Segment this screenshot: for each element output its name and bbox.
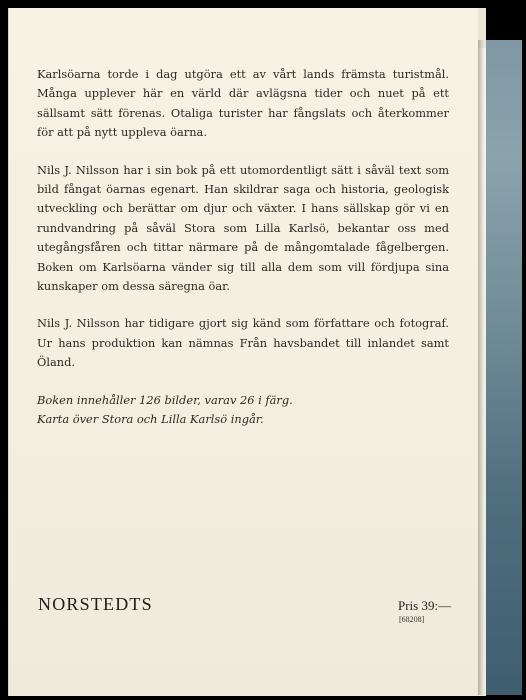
contents-note-line-1: Boken innehåller 126 bilder, varav 26 i färg. — [37, 392, 293, 407]
spine-shadow — [478, 40, 484, 695]
blurb-text — [37, 65, 449, 430]
blurb-paragraph-1: Karlsöarna torde i dag utgöra ett av vårt lands främsta turistmål. Många upplever här en värld där avlägsna tider och nuet på ett sällsamt sätt förenas. Otaliga turister har fångslats och återkommer för att på nytt uppleva öarna. — [37, 67, 449, 140]
blurb-paragraph-3: Nils J. Nilsson har tidigare gjort sig känd som författare och fotograf. Ur hans produktion kan nämnas Från havsbandet till inlandet samt Öland. — [37, 316, 449, 370]
publisher-name: NORSTEDTS — [38, 594, 153, 614]
contents-note — [37, 391, 449, 430]
price-label: Pris 39:— — [398, 598, 452, 613]
contents-note-line-2: Karta över Stora och Lilla Karlsö ingår. — [37, 412, 264, 427]
catalog-code: [68208] — [399, 615, 425, 624]
blurb-paragraph-2: Nils J. Nilsson har i sin bok på ett utomordentligt sätt i såväl text som bild fångat öarnas egenart. Han skildrar saga och historia, geologisk utveckling och berättar om djur och växter. I hans sällskap gör vi en rundvandring på såväl Stora som Lilla Karlsö, bekantar oss med utegångsfåren och tittar närmare på de mångomtalade fågelbergen. Boken om Karlsöarna vänder sig till alla dem som vill fördjupa sina kunskaper om dessa säregna öar. — [37, 162, 449, 294]
